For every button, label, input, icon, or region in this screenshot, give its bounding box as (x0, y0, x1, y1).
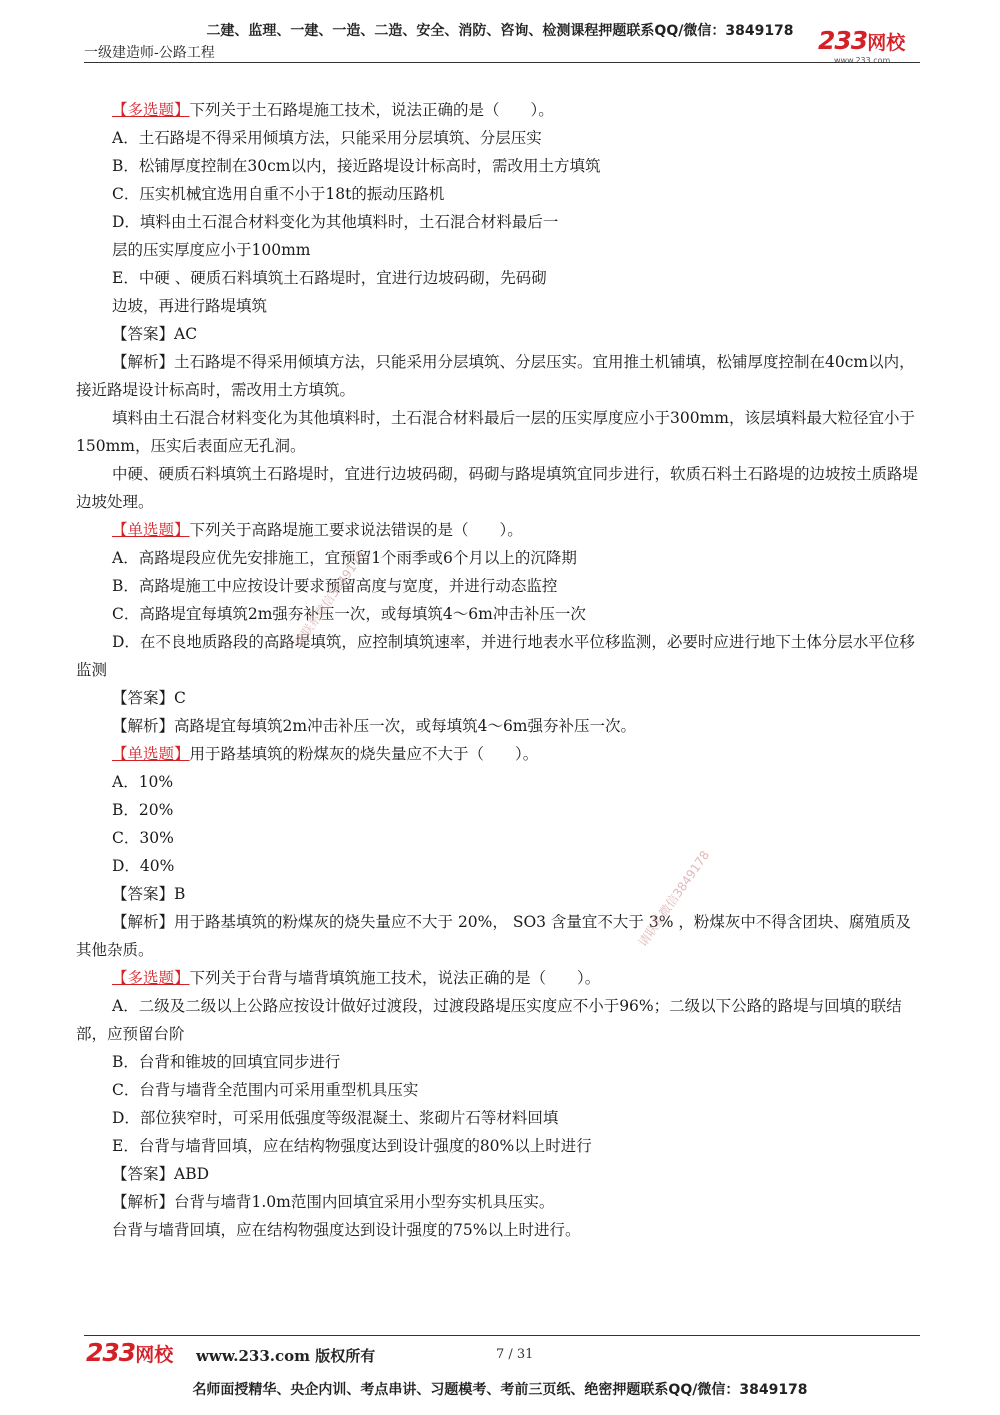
footer-logo (86, 1338, 173, 1367)
option: B．高路堤施工中应按设计要求预留高度与宽度，并进行动态监控 (112, 577, 558, 595)
question-type-tag: 【单选题】 (112, 521, 190, 539)
site-logo (818, 26, 906, 65)
question-3 (76, 740, 926, 964)
analysis: 【解析】台背与墙背1.0m范围内回填宜采用小型夯实机具压实。 (112, 1193, 555, 1211)
question-2 (76, 516, 926, 740)
subject-title: 一级建造师-公路工程 (84, 45, 215, 61)
option: E．中硬 、硬质石料填筑土石路堤时，宜进行边坡码砌，先码砌 (112, 269, 547, 287)
option: D．40% (112, 857, 175, 875)
watermark: 请联系微信3849178 (635, 848, 713, 950)
logo-text: 网校 (867, 32, 906, 54)
question-stem: 【单选题】下列关于高路堤施工要求说法错误的是（ ）。 (112, 521, 523, 539)
option: C．压实机械宜选用自重不小于18t的振动压路机 (112, 185, 445, 203)
analysis-paragraph: 填料由土石混合材料变化为其他填料时，土石混合材料最后一层的压实厚度应小于300mm，该层填料最大粒径宜小于150mm，压实后表面应无孔洞。 (76, 409, 915, 455)
analysis-paragraph: 台背与墙背回填，应在结构物强度达到设计强度的75%以上时进行。 (112, 1221, 581, 1239)
question-type-tag: 【多选题】 (112, 101, 190, 119)
analysis-paragraph: 中硬、硬质石料填筑土石路堤时，宜进行边坡码砌，码砌与路堤填筑宜同步进行，软质石料土石路堤的边坡按土质路堤边坡处理。 (76, 465, 919, 511)
option: E．台背与墙背回填，应在结构物强度达到设计强度的80%以上时进行 (112, 1137, 592, 1155)
option: A．土石路堤不得采用倾填方法，只能采用分层填筑、分层压实 (112, 129, 542, 147)
footer-divider (84, 1335, 920, 1336)
question-type-tag: 【单选题】 (112, 745, 190, 763)
answer: 【答案】AC (112, 325, 198, 343)
question-4 (76, 964, 926, 1244)
question-stem: 【多选题】下列关于台背与墙背填筑施工技术，说法正确的是（ ）。 (112, 969, 601, 987)
option: 边坡，再进行路堤填筑 (112, 297, 268, 315)
copyright: www.233.com 版权所有 (196, 1347, 376, 1365)
option: D．填料由土石混合材料变化为其他填料时，土石混合材料最后一 (112, 213, 559, 231)
question-1 (76, 96, 926, 516)
option: D．在不良地质路段的高路堤填筑，应控制填筑速率，并进行地表水平位移监测，必要时应进行地下土体分层水平位移监测 (76, 633, 915, 679)
document-body (76, 96, 926, 1244)
option: C．30% (112, 829, 174, 847)
logo-number: 233 (818, 26, 868, 55)
watermark: 请联系微信3849178 (291, 548, 369, 650)
option: A．10% (112, 773, 174, 791)
option: B．松铺厚度控制在30cm以内，接近路堤设计标高时，需改用土方填筑 (112, 157, 601, 175)
header-divider (84, 62, 920, 63)
footer-banner: 名师面授精华、央企内训、考点串讲、习题模考、考前三页纸、绝密押题联系QQ/微信：3849178 (192, 1382, 808, 1398)
analysis: 【解析】土石路堤不得采用倾填方法，只能采用分层填筑、分层压实。宜用推土机铺填，松铺厚度控制在40cm以内，接近路堤设计标高时，需改用土方填筑。 (76, 353, 915, 399)
option: A．二级及二级以上公路应按设计做好过渡段，过渡段路堤压实度应不小于96%；二级以下公路的路堤与回填的联结部，应预留台阶 (76, 997, 902, 1043)
footer-logo-text: 网校 (135, 1344, 174, 1366)
answer: 【答案】B (112, 885, 186, 903)
logo-url: www.233.com (834, 56, 891, 65)
option: 层的压实厚度应小于100mm (112, 241, 311, 259)
page-number: 7 / 31 (496, 1347, 534, 1362)
analysis: 【解析】用于路基填筑的粉煤灰的烧失量应不大于 20%， SO3 含量宜不大于 3% ，粉煤灰中不得含团块、腐殖质及其他杂质。 (76, 913, 911, 959)
question-type-tag: 【多选题】 (112, 969, 190, 987)
option: C．高路堤宜每填筑2m强夯补压一次，或每填筑4～6m冲击补压一次 (112, 605, 586, 623)
footer-logo-number: 233 (86, 1338, 136, 1367)
answer: 【答案】ABD (112, 1165, 210, 1183)
option: C．台背与墙背全范围内可采用重型机具压实 (112, 1081, 419, 1099)
option: B．20% (112, 801, 174, 819)
option: B．台背和锥坡的回填宜同步进行 (112, 1053, 341, 1071)
analysis: 【解析】高路堤宜每填筑2m冲击补压一次，或每填筑4～6m强夯补压一次。 (112, 717, 636, 735)
answer: 【答案】C (112, 689, 186, 707)
header-banner: 二建、监理、一建、一造、二造、安全、消防、咨询、检测课程押题联系QQ/微信：3849178 (206, 23, 794, 39)
option: A．高路堤段应优先安排施工，宜预留1个雨季或6个月以上的沉降期 (112, 549, 577, 567)
question-stem: 【单选题】用于路基填筑的粉煤灰的烧失量应不大于（ ）。 (112, 745, 539, 763)
option: D．部位狭窄时，可采用低强度等级混凝土、浆砌片石等材料回填 (112, 1109, 559, 1127)
question-stem: 【多选题】下列关于土石路堤施工技术，说法正确的是（ ）。 (112, 101, 554, 119)
